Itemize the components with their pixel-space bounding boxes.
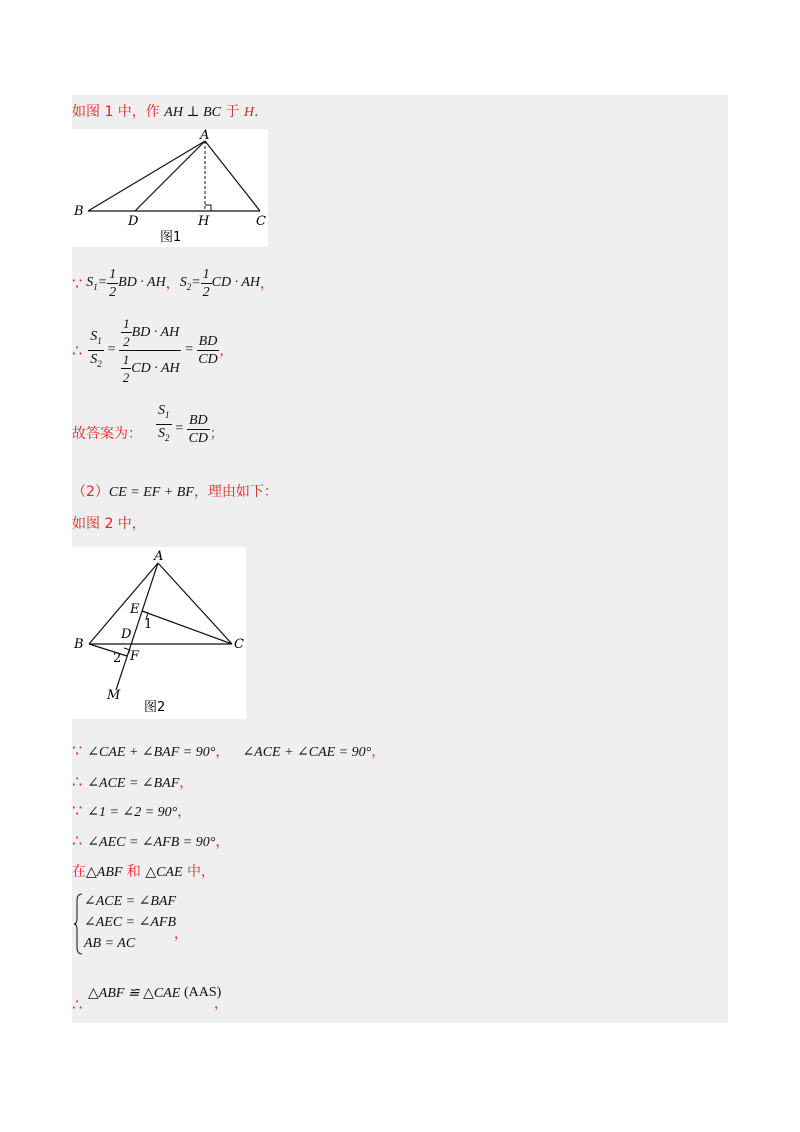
proof-line-4: ∴ ∠AEC = ∠AFB = 90°， [72, 831, 230, 850]
solution-panel: 如图 1 中，作 AH ⊥ BC 于 H. A B D H C 图1 ∵ $S_1$ = $\frac{1}{2}$ BD · AH ， $S_2$ = $\frac{1}{2}$ CD · AH ， ∴ $\frac{S_1}{S_2}$ = $\frac{1}{2}$ BD · AH $\frac{1}{2}$ CD · AH = $\frac{BD}{CD}$ ， 故答案为： $\frac{S_1}{S_2}$ = $\frac{BD}{CD}$ ； （2）CE = EF + BF，理由如下： 如图 2 中， A E 1 D B C 2 F M 图2 ∵ ∠CAE + ∠BAF = 90°， ∠ACE + ∠CAE = 90°， ∴ ∠ACE = ∠BAF， ∵ ∠1 = ∠2 = 90°， ∴ ∠AEC = ∠AFB = 90°， 在△ABF 和 △CAE 中， ∠ACE = ∠BAF ∠AEC = ∠AFB AB = AC ， ∴ △ABF ≌ △CAE (AAS) ， [72, 95, 728, 1023]
bd-over-cd: $\frac{BD}{CD}$ [198, 333, 218, 367]
therefore-symbol: ∴ [72, 340, 83, 360]
compound-fraction: $\frac{1}{2}$ BD · AH $\frac{1}{2}$ CD · AH [119, 315, 181, 386]
aas-label: (AAS) [184, 985, 222, 1000]
answer-end: ； [209, 426, 224, 442]
label-angle-2: 2 [113, 651, 122, 666]
segment-ac-2 [158, 563, 232, 644]
condition-2: ∠AEC = ∠AFB [84, 915, 177, 930]
equals-1: = [97, 275, 108, 290]
area-formulas-line [72, 265, 274, 301]
answer-bd-cd-fraction: $\frac{BD}{CD}$ [188, 413, 209, 446]
answer-s-fraction: $\frac{S_1}{S_2}$ [158, 403, 170, 443]
figure-2-caption: 图2 [144, 700, 166, 715]
segment-ab [88, 141, 205, 211]
label-h: H [198, 214, 210, 229]
proof-line-1: ∵ ∠CAE + ∠BAF = 90°， ∠ACE + ∠CAE = 90°， [72, 741, 386, 760]
label-m: M [107, 688, 121, 703]
ratio-line: ∴ $\frac{S_1}{S_2}$ = $\frac{1}{2}$ BD · AH $\frac{1}{2}$ CD · AH = $\frac{BD}{CD}$ ， [72, 315, 234, 385]
label-a: A [200, 129, 210, 143]
perpendicular-expr: AH ⊥ BC [164, 105, 221, 120]
s2-symbol: S [179, 274, 187, 290]
label-a-2: A [154, 549, 164, 564]
s1-over-s2: $\frac{S_1}{S_2}$ [90, 328, 102, 369]
half-fraction-1: $\frac{1}{2}$ [109, 266, 117, 300]
line-end-comma: ， [260, 276, 275, 292]
answer-prefix: 故答案为： [72, 426, 142, 442]
right-angle-mark [205, 205, 211, 211]
label-e: E [130, 602, 140, 617]
figure-2 [72, 547, 246, 719]
s1-symbol: S [86, 274, 94, 290]
s1-subscript: 1 [93, 281, 98, 292]
congruence-statement: △ABF ≌ △CAE [88, 986, 181, 1001]
intro-end: . [254, 104, 259, 120]
bd-ah-expr: BD · AH [118, 275, 166, 290]
intro-mid: 于 [220, 104, 244, 120]
cd-ah-expr: CD · AH [211, 275, 261, 290]
half-fraction-2: $\frac{1}{2}$ [202, 266, 210, 300]
part-2-line [72, 481, 278, 501]
label-b: B [74, 204, 84, 219]
s2-subscript: 2 [186, 281, 192, 292]
answer-line: 故答案为： $\frac{S_1}{S_2}$ = $\frac{BD}{CD}$ ； [72, 403, 224, 446]
condition-3: AB = AC [84, 936, 136, 951]
figure-1-diagram [72, 129, 268, 247]
because-symbol: ∵ [72, 273, 83, 293]
segment-ec [142, 611, 232, 644]
ratio-end-comma: ， [219, 343, 234, 359]
proof-line-5: 在△ABF 和 △CAE 中， [72, 864, 215, 880]
part-2-claim: CE = EF + BF [108, 485, 194, 500]
part-2-number: （2） [72, 484, 109, 500]
segment-bf [89, 644, 127, 656]
part-2-suffix: ，理由如下： [193, 484, 278, 500]
figure-1-caption: 图1 [160, 230, 182, 245]
left-brace [74, 893, 84, 955]
comma-sep: ， [165, 276, 180, 292]
label-c: C [256, 214, 266, 229]
proof-line-3: ∵ ∠1 = ∠2 = 90°， [72, 801, 192, 820]
point-h: H [243, 105, 255, 120]
figure-1 [72, 129, 268, 247]
conditions-end: ， [174, 926, 188, 942]
condition-1: ∠ACE = ∠BAF [84, 894, 177, 909]
figure-2-intro: 如图 2 中， [72, 516, 146, 532]
figure-2-diagram [72, 547, 246, 719]
label-d-2: D [121, 627, 132, 642]
label-f: F [130, 649, 140, 664]
label-b-2: B [74, 637, 84, 652]
intro-line-1 [72, 101, 258, 121]
intro-text: 如图 1 中，作 [72, 104, 165, 120]
label-d: D [128, 214, 139, 229]
proof-line-2: ∴ ∠ACE = ∠BAF， [72, 772, 194, 791]
equals-2: = [191, 275, 201, 290]
segment-ac [205, 141, 260, 211]
label-c-2: C [234, 637, 244, 652]
label-angle-1: 1 [144, 617, 153, 632]
congruence-conditions [72, 891, 272, 957]
